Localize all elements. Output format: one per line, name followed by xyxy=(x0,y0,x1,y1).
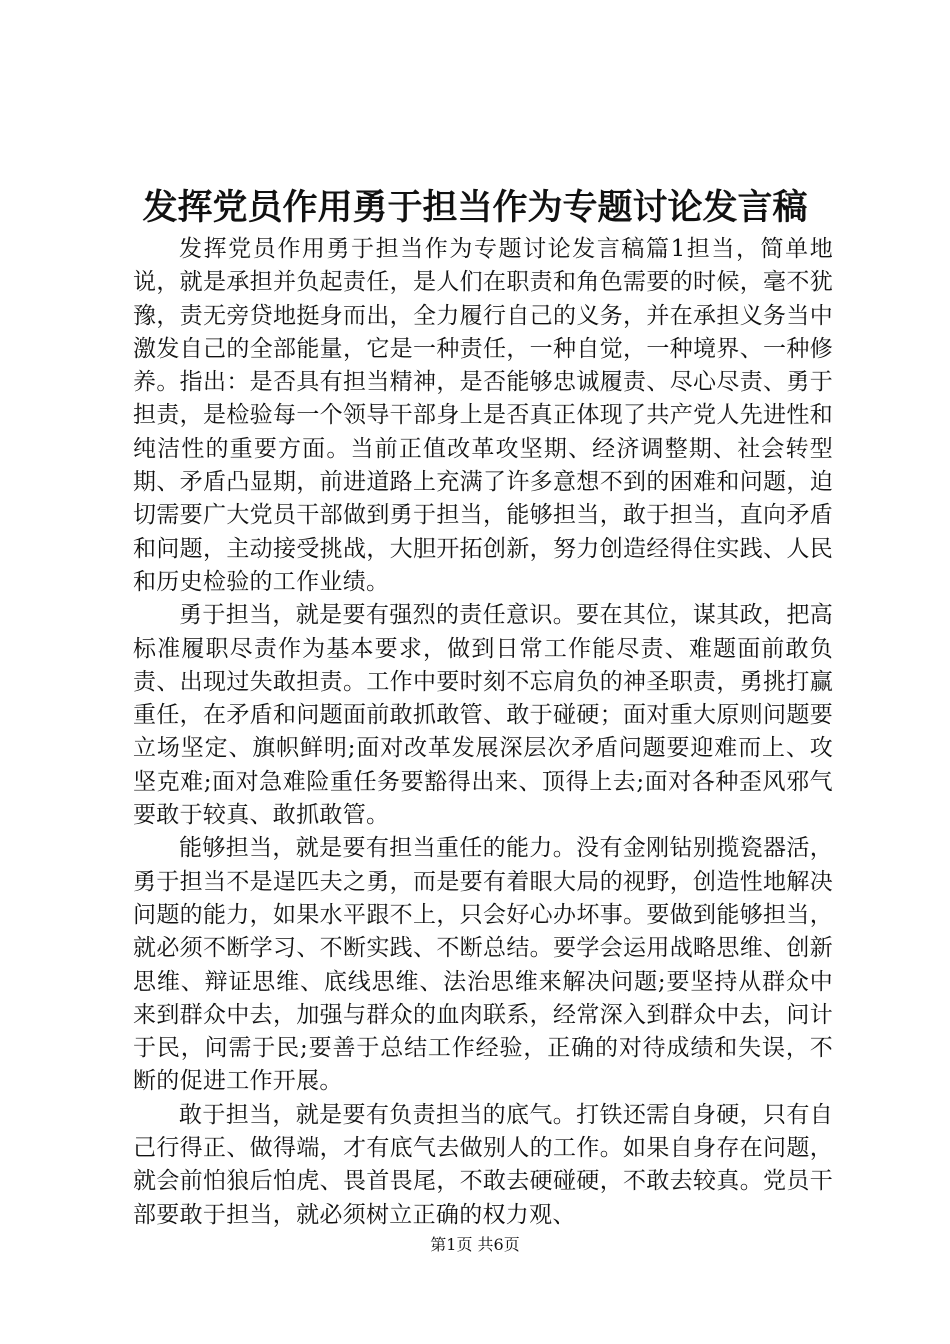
document-title: 发挥党员作用勇于担当作为专题讨论发言稿 xyxy=(142,187,808,228)
document-body xyxy=(133,233,833,1232)
paragraph: 发挥党员作用勇于担当作为专题讨论发言稿篇1担当，简单地说，就是承担并负起责任，是人们在职责和角色需要的时候，毫不犹豫，责无旁贷地挺身而出，全力履行自己的义务，并在承担义务当中激发自己的全部能量，它是一种责任，一种自觉，一种境界、一种修养。指出：是否具有担当精神，是否能够忠诚履责、尽心尽责、勇于担责，是检验每一个领导干部身上是否真正体现了共产党人先进性和纯洁性的重要方面。当前正值改革攻坚期、经济调整期、社会转型期、矛盾凸显期，前进道路上充满了许多意想不到的困难和问题，迫切需要广大党员干部做到勇于担当，能够担当，敢于担当，直向矛盾和问题，主动接受挑战，大胆开拓创新，努力创造经得住实践、人民和历史检验的工作业绩。 xyxy=(133,236,833,595)
page-number-footer: 第1页 共6页 xyxy=(430,1235,520,1254)
paragraph: 勇于担当，就是要有强烈的责任意识。要在其位，谋其政，把高标准履职尽责作为基本要求，做到日常工作能尽责、难题面前敢负责、出现过失敢担责。工作中要时刻不忘肩负的神圣职责，勇挑打赢重任，在矛盾和问题面前敢抓敢管、敢于碰硬；面对重大原则问题要立场坚定、旗帜鲜明;面对改革发展深层次矛盾问题要迎难而上、攻坚克难;面对急难险重任务要豁得出来、顶得上去;面对各种歪风邪气要敢于较真、敢抓敢管。 xyxy=(133,602,833,829)
paragraph: 能够担当，就是要有担当重任的能力。没有金刚钻别揽瓷器活，勇于担当不是逞匹夫之勇，而是要有着眼大局的视野，创造性地解决问题的能力，如果水平跟不上，只会好心办坏事。要做到能够担当，就必须不断学习、不断实践、不断总结。要学会运用战略思维、创新思维、辩证思维、底线思维、法治思维来解决问题;要坚持从群众中来到群众中去，加强与群众的血肉联系，经常深入到群众中去，问计于民，问需于民;要善于总结工作经验，正确的对待成绩和失误，不断的促进工作开展。 xyxy=(133,835,833,1095)
paragraph: 敢于担当，就是要有负责担当的底气。打铁还需自身硬，只有自己行得正、做得端，才有底气去做别人的工作。如果自身存在问题，就会前怕狼后怕虎、畏首畏尾，不敢去硬碰硬，不敢去较真。党员干部要敢于担当，就必须树立正确的权力观、 xyxy=(133,1101,833,1228)
